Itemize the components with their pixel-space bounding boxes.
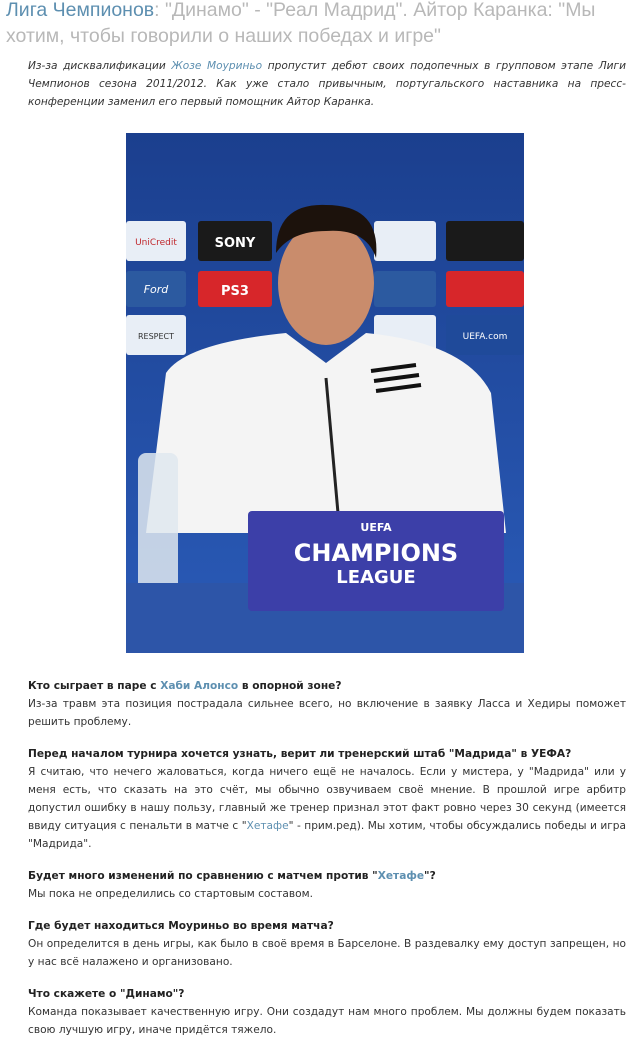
answer: Он определится в день игры, как было в своё время в Барселоне. В раздевалку ему доступ запрещен, но у нас всё налажено и организовано. xyxy=(28,938,626,968)
sponsor-sony: SONY xyxy=(214,236,256,251)
qa-block: Кто сыграет в паре с Хаби Алонсо в опорной зоне? Из-за травм эта позиция пострадала сильнее всего, но включение в заявку Ласса и Хедиры поможет решить проблему. xyxy=(28,677,626,731)
sponsor-uefacom: UEFA.com xyxy=(462,332,508,342)
sponsor-unicredit: UniCredit xyxy=(135,238,177,248)
lead-text: Из-за дисквалификации xyxy=(28,60,172,72)
answer: Команда показывает качественную игру. Они создадут нам много проблем. Мы должны будем показать свою лучшую игру, иначе придётся тяжело. xyxy=(28,1006,626,1036)
press-conference-photo xyxy=(126,133,524,653)
sponsor-ford: Ford xyxy=(143,283,169,296)
answer: Из-за травм эта позиция пострадала сильнее всего, но включение в заявку Ласса и Хедиры поможет решить проблему. xyxy=(28,698,626,728)
champions-text: CHAMPIONS xyxy=(293,539,459,567)
qa-block: Перед началом турнира хочется узнать, верит ли тренерский штаб "Мадрида" в УЕФА? Я считаю, что нечего жаловаться, когда ничего ещё не началось. Если у мистера, у "Мадрида" или у меня есть, что сказать на это счёт, мы обычно озвучиваем своё мнение. В прошлой игре арбитр допустил ошибку в нашу пользу, главный же тренер признал этот факт ровно через 30 секунд (имеется ввиду ситуация с пенальти в матче с "Хетафе" - прим.ред). Мы хотим, чтобы обсуждались победы и игра "Мадрида". xyxy=(28,745,626,853)
article-lead xyxy=(28,57,626,111)
category-link[interactable]: Лига Чемпионов xyxy=(6,0,155,21)
qa-block: Что скажете о "Динамо"? Команда показывает качественную игру. Они создадут нам много проблем. Мы должны будем показать свою лучшую игру, иначе придётся тяжело. xyxy=(28,985,626,1039)
mourinho-link[interactable]: Жозе Моуриньо xyxy=(171,60,263,72)
answer: Я считаю, что нечего жаловаться, когда ничего ещё не началось. Если у мистера, у "Мадрида" или у меня есть, что сказать на это счёт, мы обычно озвучиваем своё мнение. В прошлой игре арбитр допустил ошибку в нашу пользу, главный же тренер признал этот факт ровно через 30 секунд (имеется ввиду ситуация с пенальти в матче с "Хетафе" - прим.ред). Мы хотим, чтобы обсуждались победы и игра "Мадрида". xyxy=(28,766,626,850)
lead-text: пропустит дебют своих подопечных в групповом этапе Лиги Чемпионов сезона 2011/2012. Как уже стало привычным, португальского наставника на пресс-конференции заменил его первый помощник Айтор Каранка. xyxy=(28,60,626,108)
sponsor-respect: RESPECT xyxy=(137,332,175,341)
qa-block: Где будет находиться Моуриньо во время матча? Он определится в день игры, как было в своё время в Барселоне. В раздевалку ему доступ запрещен, но у нас всё налажено и организовано. xyxy=(28,917,626,971)
qa-block: Будет много изменений по сравнению с матчем против "Хетафе"? Мы пока не определились со стартовым составом. xyxy=(28,867,626,903)
title-text: : "Динамо" - "Реал Мадрид". Айтор Каранка: "Мы хотим, чтобы говорили о наших победах и игре" xyxy=(6,0,596,47)
podium-uefa: UEFA xyxy=(360,521,392,534)
league-text: LEAGUE xyxy=(336,567,416,588)
alonso-link[interactable]: Хаби Алонсо xyxy=(160,680,239,692)
getafe-link[interactable]: Хетафе xyxy=(377,870,425,882)
sponsor-ps3: PS3 xyxy=(221,284,249,299)
getafe-link[interactable]: Хетафе xyxy=(246,820,289,832)
article-title xyxy=(6,0,631,49)
answer: Мы пока не определились со стартовым составом. xyxy=(28,888,313,900)
